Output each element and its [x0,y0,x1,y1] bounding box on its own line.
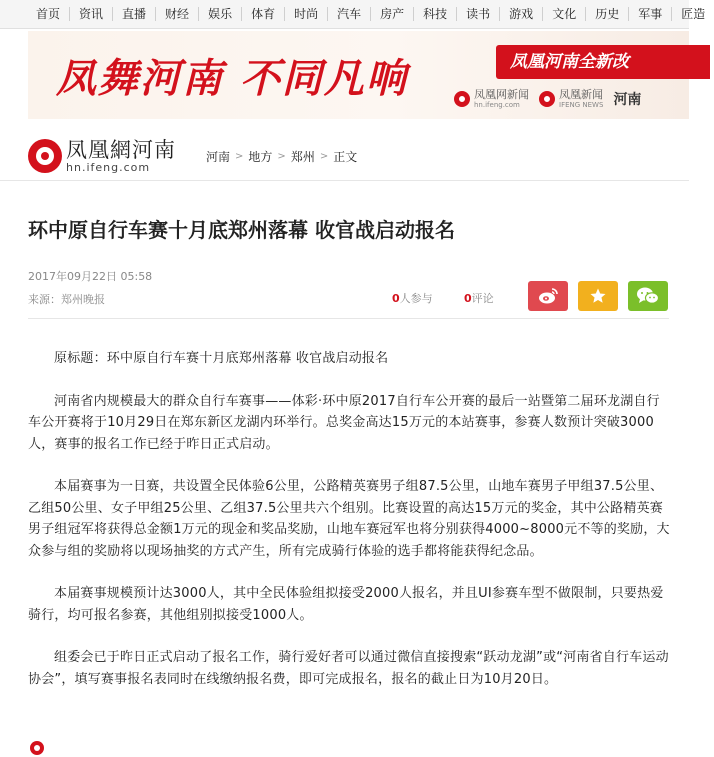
chevron-right-icon: > [235,151,244,162]
article-source[interactable]: 来源：郑州晚报 [28,293,105,306]
weibo-icon [537,287,559,305]
breadcrumb-current: 正文 [333,150,358,164]
banner-brands [454,89,641,109]
nav-item-sports[interactable]: 体育 [242,7,285,21]
breadcrumb-zhengzhou[interactable]: 郑州 [290,150,315,164]
article-paragraph: 组委会已于昨日正式启动了报名工作，骑行爱好者可以通过微信直接搜索“跃动龙湖”或“河南省自行车运动协会”，填写赛事报名表同时在线缴纳报名费，即可完成报名，报名的截止日为10月20日。 [28,650,669,687]
ifeng-app-logo-icon [539,91,555,107]
banner-slogan: 凤舞河南 不同凡响 [56,55,408,102]
nav-item-history[interactable]: 历史 [586,7,629,21]
wechat-icon [636,286,660,306]
brand2-name: 凤凰新闻 [559,88,603,101]
participants-label: 人参与 [399,292,433,305]
site-logo[interactable] [28,138,176,174]
brand1-name: 凤凰网新闻 [474,88,529,101]
nav-item-culture[interactable]: 文化 [543,7,586,21]
banner-region: 河南 [613,92,642,108]
chevron-right-icon: > [277,151,286,162]
breadcrumb-henan[interactable]: 河南 [206,150,231,164]
nav-item-finance[interactable]: 财经 [156,7,199,21]
breadcrumb-local[interactable]: 地方 [248,150,273,164]
nav-item-craft[interactable]: 匠造 [681,7,706,21]
ifeng-footer-logo-icon [30,741,44,755]
article-title: 环中原自行车赛十月底郑州落幕 收官战启动报名 [28,218,455,242]
meta-divider [28,318,669,319]
ifeng-news-brand [454,89,529,109]
favorite-button[interactable] [578,281,618,311]
nav-item-tech[interactable]: 科技 [414,7,457,21]
brand1-url: hn.ifeng.com [474,101,520,109]
star-icon [589,287,607,305]
participants-number: 0 [392,292,400,305]
article-date: 2017年09月22日 05:58 [28,270,153,283]
comments-number: 0 [464,292,472,305]
comments-label: 评论 [471,292,494,305]
chevron-right-icon: > [319,151,329,162]
ifeng-phoenix-icon [28,139,62,173]
banner-headline: 凤凰河南全新改 [496,45,710,79]
breadcrumb [206,148,357,165]
nav-item-books[interactable]: 读书 [457,7,500,21]
top-nav [0,0,706,29]
article-paragraph: 河南省内规模最大的群众自行车赛事——体彩·环中原2017自行车公开赛的最后一站暨第二届环龙湖自行车公开赛将于10月29日在郑东新区龙湖内环举行。总奖金高达15万元的本站赛事，参赛人数预计突破3000人，赛事的报名工作已经于昨日正式启动。 [28,393,660,452]
nav-item-military[interactable]: 军事 [629,7,672,21]
logo-url: hn.ifeng.com [66,161,151,174]
site-header [0,130,689,181]
comments-count[interactable] [464,290,494,306]
brand2-sub: IFENG NEWS [559,101,604,109]
share-wechat-button[interactable] [628,281,668,311]
nav-item-home[interactable]: 首页 [0,7,70,21]
participants-count[interactable] [392,290,433,306]
nav-item-entertainment[interactable]: 娱乐 [199,7,242,21]
nav-item-games[interactable]: 游戏 [500,7,543,21]
article-paragraph: 本届赛事规模预计达3000人，其中全民体验组拟接受2000人报名，并且UI参赛车型不做限制，只要热爱骑行，均可报名参赛，其他组别拟接受1000人。 [28,586,664,623]
logo-name: 凤凰網河南 [66,138,176,162]
article-body [28,348,670,711]
nav-item-live[interactable]: 直播 [113,7,156,21]
nav-item-fashion[interactable]: 时尚 [285,7,328,21]
nav-item-auto[interactable]: 汽车 [328,7,371,21]
nav-item-news[interactable]: 资讯 [70,7,113,21]
ifeng-logo-icon [454,91,470,107]
article-paragraph-original-title: 原标题：环中原自行车赛十月底郑州落幕 收官战启动报名 [54,351,389,366]
ifeng-news-app-brand [539,89,603,109]
banner-ad[interactable] [28,31,689,119]
share-weibo-button[interactable] [528,281,568,311]
nav-item-house[interactable]: 房产 [371,7,414,21]
article-paragraph: 本届赛事为一日赛，共设置全民体验6公里，公路精英赛男子组87.5公里，山地车赛男子甲组37.5公里、乙组50公里、女子甲组25公里、乙组37.5公里共六个组别。比赛设置的高达15万元的奖金，其中公路精英赛男子组冠军将获得总金额1万元的现金和奖品奖励，山地车赛冠军也将分别获得4000~8000元不等的奖励，大众参与组的奖励将以现场抽奖的方式产生，所有完成骑行体验的选手都将能获得纪念品。 [28,479,670,559]
